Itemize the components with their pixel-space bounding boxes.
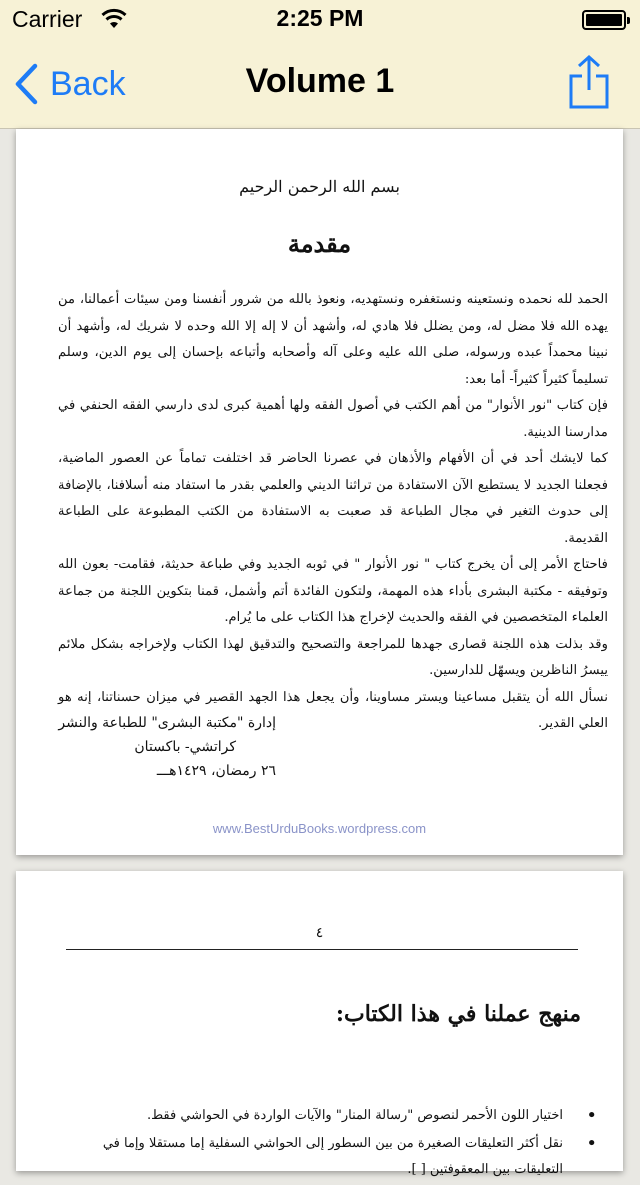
list-item: • نقل أكثر التعليقات الصغيرة من بين السطور إلى الحواشي السفلية إما مستقلا وإما في التعليقات بين المعقوفتين [ ]. — [73, 1131, 563, 1183]
paragraph: فاحتاج الأمر إلى أن يخرج كتاب " نور الأنوار " في ثوبه الجديد وفي طباعة حديثة، فقامت- بعون الله وتوفيقه - مكتبة البشرى بأداء هذه المهمة، ولتكون الفائدة أتم وأشمل، قمنا بتكوين اللجنة من جماعة العلماء المتخصصين في الفقه والحديث لإخراج هذا الكتاب على ما يُرام. — [58, 557, 608, 625]
list-item: • اختيار اللون الأحمر لنصوص "رسالة المنار" والآيات الواردة في الحواشي فقط. — [73, 1103, 563, 1129]
method-list — [73, 1103, 563, 1185]
divider — [66, 949, 578, 950]
paragraph: وقد بذلت هذه اللجنة قصارى جهدها للمراجعة والتصحيح والتدقيق لهذا الكتاب ولإخراجه بشكل ملائم ييسرُ الناظرين ويسهّل للدارسين. — [58, 636, 608, 678]
introduction-text — [58, 287, 608, 738]
publisher-signature — [58, 711, 276, 783]
status-bar — [0, 0, 640, 40]
battery-full-icon — [582, 10, 626, 30]
section-heading: منهج عملنا في هذا الكتاب: — [335, 1001, 581, 1027]
paragraph: الحمد لله نحمده ونستعينه ونستغفره ونستهديه، ونعوذ بالله من شرور أنفسنا ومن سيئات أعمالنا، من يهده الله فلا مضل له، ومن يضلل فلا هادي له، وأشهد أن لا إله إلا الله وحده لا شريك له، وأشهد أن نبينا محمداً عبده ورسوله، صلى الله عليه وعلى آله وأصحابه وأتباعه بإحسان إلى يوم الدين، وسلم تسليماً كثيراً كثيراً- أما بعد: — [58, 292, 608, 387]
navigation-bar — [0, 40, 640, 129]
clock: 2:25 PM — [276, 5, 364, 31]
document-page-1 — [16, 129, 623, 855]
back-label: Back — [50, 64, 126, 103]
paragraph: فإن كتاب "نور الأنوار" من أهم الكتب في أصول الفقه ولها أهمية كبرى لدى دارسي الفقه الحنفي في مدارسنا الدينية. — [58, 398, 608, 440]
watermark-url: www.BestUrduBooks.wordpress.com — [212, 821, 427, 836]
signature-line: إدارة "مكتبة البشرى" للطباعة والنشر — [58, 715, 276, 731]
document-page-2 — [16, 871, 623, 1177]
page-number: ٤ — [315, 925, 324, 941]
page-title: Volume 1 — [245, 62, 395, 100]
page-heading: مقدمة — [287, 229, 352, 258]
paragraph: نسأل الله أن يتقبل مساعينا ويستر مساوينا، وأن يجعل هذا الجهد القصير في ميزان حسناتنا، إنه هو العلي القدير. — [58, 689, 608, 731]
signature-line: كراتشي- باكستان — [134, 739, 236, 755]
document-viewer[interactable] — [0, 129, 640, 1177]
signature-line: ٢٦ رمضان، ١٤٢٩هـــ — [156, 763, 276, 779]
paragraph: كما لايشك أحد في أن الأفهام والأذهان في عصرنا الحاضر قد اختلفت تماماً عن العصور الماضية، فجعلنا الجديد لا يستطيع الآن الاستفادة من تراثنا الديني والعلمي بقدر ما استفاد منه أسلافنا، بالإضافة إلى حدوث التغير في مجال الطباعة قد صعبت به الاستفادة من الكتب المطبوعة على الطباعة القديمة. — [58, 451, 608, 546]
share-icon[interactable] — [568, 54, 610, 110]
basmala: بسم الله الرحمن الرحيم — [239, 177, 400, 196]
carrier-label: Carrier — [12, 6, 83, 32]
